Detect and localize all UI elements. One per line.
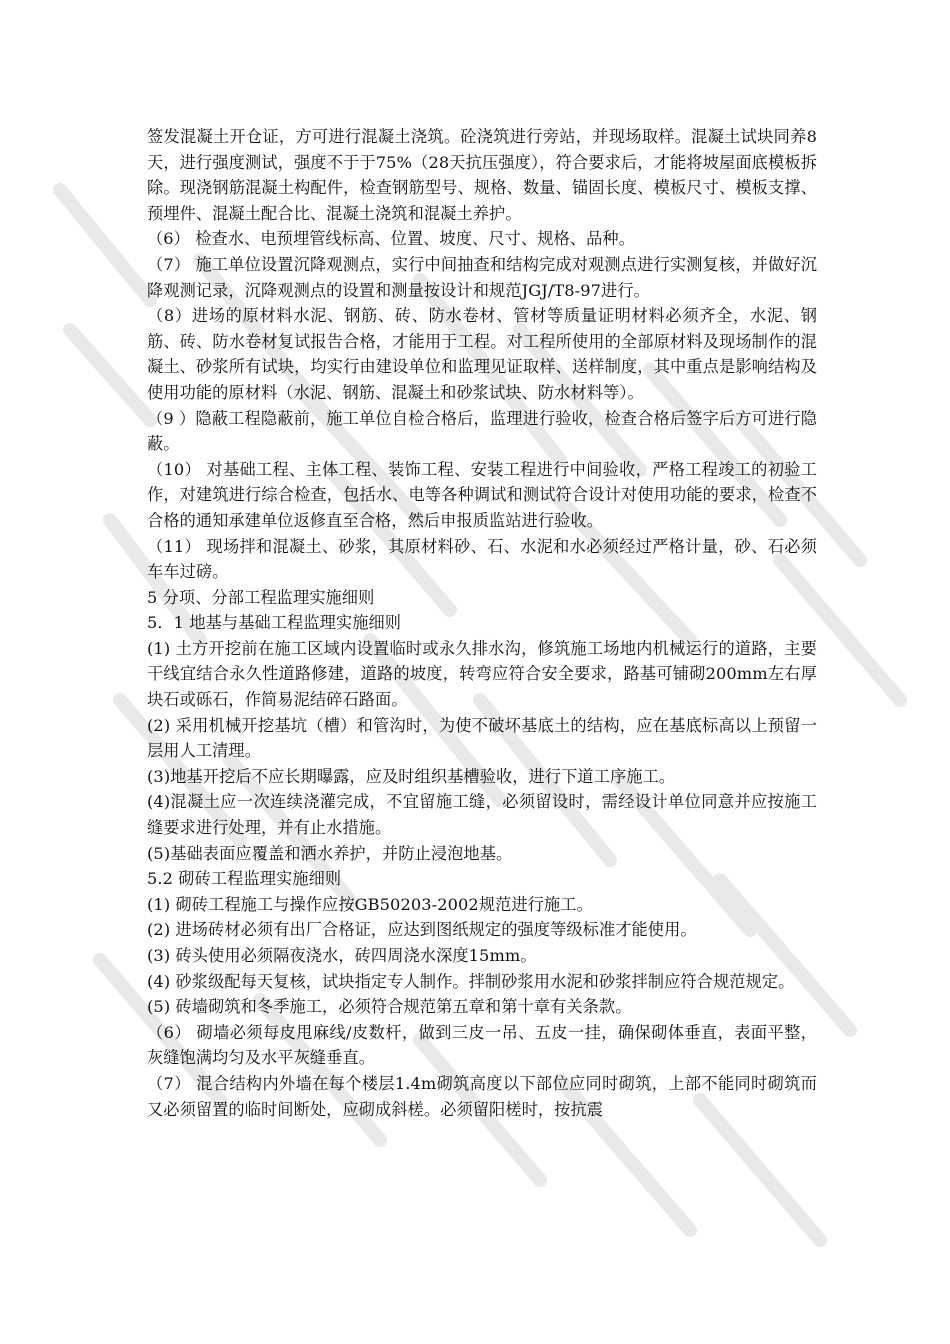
paragraph: （8）进场的原材料水泥、钢筋、砖、防水卷材、管材等质量证明材料必须齐全，水泥、钢筋、砖、防水卷材复试报告合格，才能用于工程。对工程所使用的全部原材料及现场制作的混凝土、砂浆所有试块，均实行由建设单位和监理见证取样、送样制度，其中重点是影响结构及使用功能的原材料（水泥、钢筋、混凝土和砂浆试块、防水材料等）。 <box>147 306 817 402</box>
paragraph: （6） 砌墙必须每皮甩麻线/皮数杆，做到三皮一吊、五皮一挂，确保砌体垂直，表面平整，灰缝饱满均匀及水平灰缝垂直。 <box>147 1022 817 1068</box>
subsection-heading: 5．1 地基与基础工程监理实施细则 <box>147 613 402 633</box>
paragraph: （9 ）隐蔽工程隐蔽前，施工单位自检合格后，监理进行验收，检查合格后签字后方可进行隐蔽。 <box>147 408 817 454</box>
paragraph: (5)基础表面应覆盖和洒水养护，并防止浸泡地基。 <box>147 843 513 863</box>
subsection-heading: 5.2 砌砖工程监理实施细则 <box>147 869 342 889</box>
paragraph: （11） 现场拌和混凝土、砂浆，其原材料砂、石、水泥和水必须经过严格计量，砂、石必须车车过磅。 <box>147 536 817 582</box>
paragraph: (3) 砖头使用必须隔夜浇水，砖四周浇水深度15mm。 <box>147 946 537 965</box>
paragraph: (2) 进场砖材必须有出厂合格证，应达到图纸规定的强度等级标准才能使用。 <box>147 920 697 940</box>
paragraph: (3)地基开挖后不应长期曝露，应及时组织基槽验收，进行下道工序施工。 <box>147 766 676 786</box>
paragraph: （7） 施工单位设置沉降观测点，实行中间抽查和结构完成对观测点进行实测复核，并做好沉降观测记录，沉降观测点的设置和测量按设计和规范JGJ/T8-97进行。 <box>147 254 817 300</box>
section-heading: 5 分项、分部工程监理实施细则 <box>147 587 375 607</box>
paragraph: (1) 土方开挖前在施工区域内设置临时或永久排水沟，修筑施工场地内机械运行的道路，主要干线宜结合永久性道路修建，道路的坡度，转弯应符合安全要求，路基可铺砌200mm左右厚块石或砾石，作简易泥结碎石路面。 <box>147 638 817 710</box>
paragraph: (4) 砂浆级配每天复核，试块指定专人制作。拌制砂浆用水泥和砂浆拌制应符合规范规定。 <box>147 971 795 991</box>
paragraph: (5) 砖墙砌筑和冬季施工，必须符合规范第五章和第十章有关条款。 <box>147 997 632 1017</box>
paragraph: （6） 检查水、电预埋管线标高、位置、坡度、尺寸、规格、品种。 <box>147 229 635 249</box>
paragraph: (1) 砌砖工程施工与操作应按GB50203-2002规范进行施工。 <box>147 894 593 914</box>
paragraph: (2) 采用机械开挖基坑（槽）和管沟时，为使不破坏基底土的结构，应在基底标高以上预留一层用人工清理。 <box>147 715 817 761</box>
paragraph: （7） 混合结构内外墙在每个楼层1.4m砌筑高度以下部位应同时砌筑，上部不能同时砌筑而又必须留置的临时间断处，应砌成斜槎。必须留阳槎时，按抗震 <box>147 1073 817 1119</box>
document-body <box>147 124 817 1122</box>
paragraph: (4)混凝土应一次连续浇灌完成，不宜留施工缝，必须留设时，需经设计单位同意并应按施工缝要求进行处理，并有止水措施。 <box>147 792 817 838</box>
paragraph: （10） 对基础工程、主体工程、装饰工程、安装工程进行中间验收，严格工程竣工的初验工作，对建筑进行综合检查，包括水、电等各种调试和测试符合设计对使用功能的要求，检查不合格的通知承建单位返修直至合格，然后申报质监站进行验收。 <box>147 459 817 530</box>
paragraph: 签发混凝土开仓证，方可进行混凝土浇筑。砼浇筑进行旁站，并现场取样。混凝土试块同养8天，进行强度测试，强度不于于75%（28天抗压强度），符合要求后，才能将坡屋面底模板拆除。现浇钢筋混凝土构配件，检查钢筋型号、规格、数量、锚固长度、模板尺寸、模板支撑、预埋件、混凝土配合比、混凝土浇筑和混凝土养护。 <box>147 127 817 223</box>
